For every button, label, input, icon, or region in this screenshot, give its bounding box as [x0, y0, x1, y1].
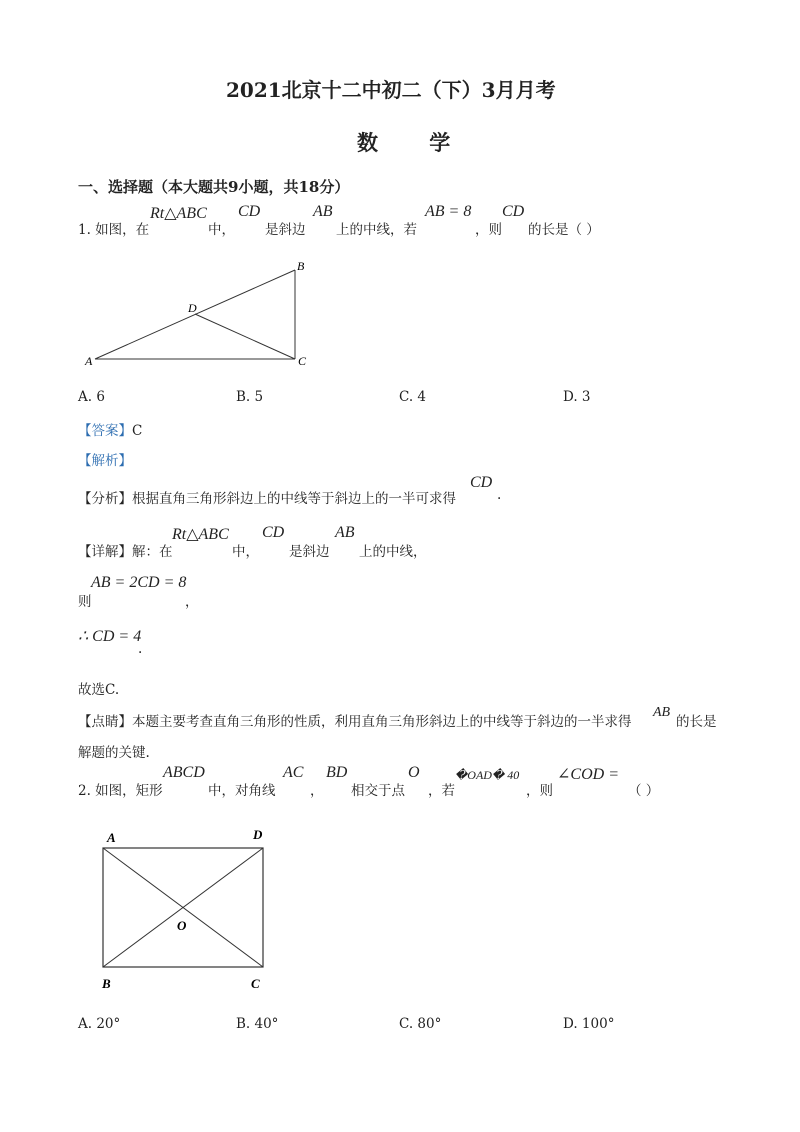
q1-text: ，则 — [475, 222, 502, 238]
q1-text: 中， — [208, 222, 235, 238]
q1-number: 1. 如图，在 — [78, 222, 150, 238]
q1-text: 是斜边 — [265, 222, 306, 238]
q1-math-triangle: Rt△ABC — [150, 205, 207, 222]
q1-option-c: C. 4 — [399, 389, 427, 405]
xiangjie-text: 中， — [232, 544, 259, 560]
q2-text: 中，对角线 — [208, 783, 276, 799]
page-title: 2021北京十二中初二（下）3月月考 — [226, 78, 556, 102]
fenxi-text: 根据直角三角形斜边上的中线等于斜边上的一半可求得 — [132, 491, 456, 507]
q2-rectangle-figure — [95, 822, 280, 997]
dianjing-math-ab: AB — [653, 705, 671, 720]
q2-math-abcd: ABCD — [163, 764, 205, 781]
q2-math-ac: AC — [283, 764, 304, 781]
answer-tag: 【答案】 — [78, 423, 132, 439]
xiangjie-tag: 【详解】 — [78, 544, 132, 560]
q2-text: ， — [310, 783, 324, 799]
fenxi-line — [78, 487, 456, 507]
q1-triangle-figure — [80, 255, 320, 375]
q2-label-a: A — [107, 830, 116, 845]
analysis-tag: 【解析】 — [78, 453, 132, 469]
dianjing-end: 的长是 — [676, 714, 717, 730]
q1-label-b: B — [297, 259, 305, 273]
q1-text: 的长是（ ） — [528, 222, 600, 238]
q2-math-bd: BD — [326, 764, 348, 781]
q2-text: （ ） — [628, 783, 660, 799]
q1-label-d: D — [188, 301, 197, 315]
dianjing-line2: 解题的关键. — [78, 745, 150, 761]
q2-math-angle-cod: ∠COD = — [557, 766, 619, 783]
q1-label-a: A — [85, 354, 93, 368]
xiangjie-math-ab: AB — [335, 524, 355, 541]
xiangjie-conclusion: 故选C. — [78, 682, 120, 698]
q1-option-b: B. 5 — [236, 389, 264, 405]
q2-text: ，则 — [526, 783, 553, 799]
fenxi-tag: 【分析】 — [78, 491, 132, 507]
xiangjie-line — [78, 540, 173, 560]
q2-number: 2. 如图，矩形 — [78, 783, 163, 799]
q1-option-a: A. 6 — [78, 389, 105, 405]
q2-option-a: A. 20° — [78, 1016, 121, 1032]
subject-title: 数 学 — [357, 130, 453, 155]
xiangjie-comma: ， — [185, 594, 199, 610]
q1-answer — [78, 419, 142, 439]
q1-math-ab-eq: AB = 8 — [425, 203, 472, 220]
q1-math-cd2: CD — [502, 203, 525, 220]
xiangjie-math-triangle: Rt△ABC — [172, 526, 229, 543]
q2-text: ，若 — [428, 783, 455, 799]
dianjing-line — [78, 710, 632, 730]
q2-math-o: O — [408, 764, 420, 781]
section-heading: 一、选择题（本大题共9小题，共18分） — [78, 178, 350, 196]
q1-text: 上的中线，若 — [336, 222, 417, 238]
answer-value: C — [132, 423, 143, 439]
xiangjie-then: 则 — [78, 594, 92, 610]
xiangjie-text: 解：在 — [132, 544, 173, 560]
xiangjie-text: 上的中线， — [359, 544, 427, 560]
q1-option-d: D. 3 — [563, 389, 591, 405]
q1-math-cd: CD — [238, 203, 261, 220]
q2-option-d: D. 100° — [563, 1016, 615, 1032]
q1-math-ab: AB — [313, 203, 333, 220]
q2-option-c: C. 80° — [399, 1016, 442, 1032]
q2-label-c: C — [251, 976, 260, 991]
xiangjie-text: 是斜边 — [289, 544, 330, 560]
q2-option-b: B. 40° — [236, 1016, 279, 1032]
fenxi-end: . — [497, 487, 502, 503]
q2-label-d: D — [253, 827, 263, 842]
xiangjie-math-result: ∴ CD = 4 — [78, 628, 142, 645]
dianjing-text: 本题主要考查直角三角形的性质，利用直角三角形斜边上的中线等于斜边的一半求得 — [132, 714, 632, 730]
xiangjie-period: . — [138, 641, 143, 657]
q2-label-b: B — [102, 976, 111, 991]
dianjing-tag: 【点睛】 — [78, 714, 132, 730]
fenxi-math-cd: CD — [470, 474, 493, 491]
xiangjie-math-cd: CD — [262, 524, 285, 541]
q2-text: 相交于点 — [351, 783, 405, 799]
q1-label-c: C — [298, 354, 307, 368]
q2-label-o: O — [177, 918, 187, 933]
q2-math-angle-given: �OAD� 40 — [455, 768, 520, 782]
xiangjie-math-eq: AB = 2CD = 8 — [91, 574, 187, 591]
